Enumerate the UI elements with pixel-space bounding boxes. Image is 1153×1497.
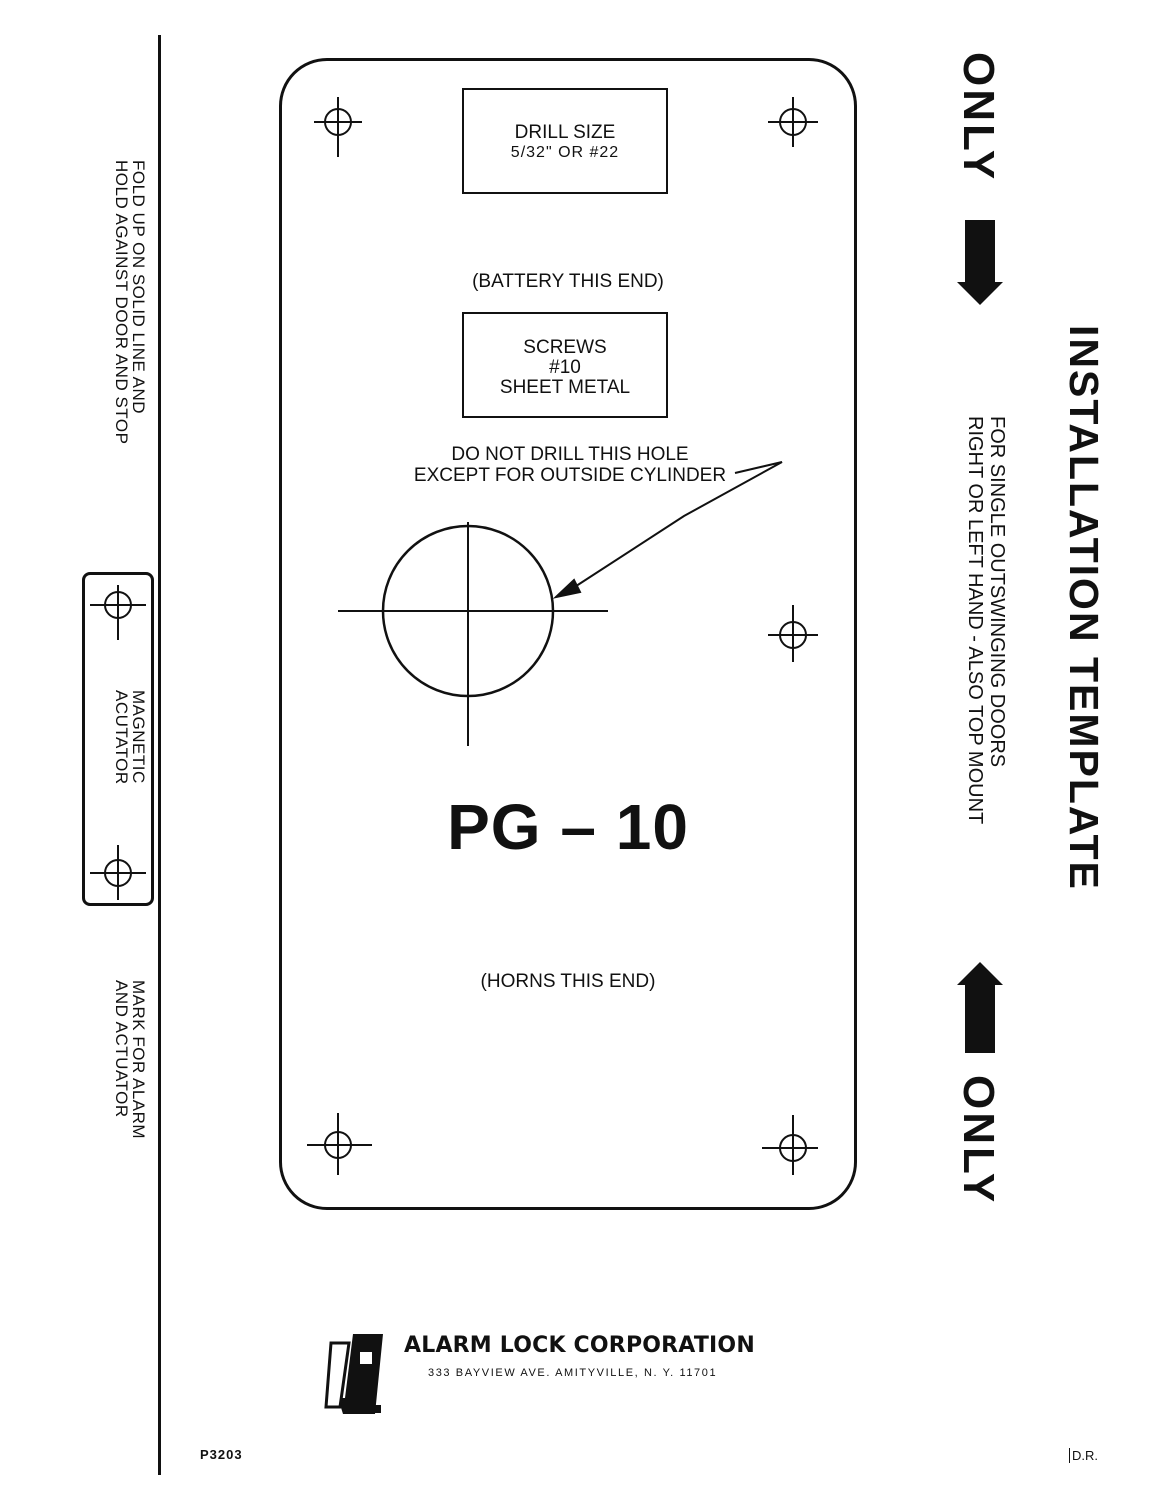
- magnetic-actuator-line2: ACUTATOR: [112, 690, 131, 785]
- drill-size-value: 5/32" OR #22: [510, 144, 620, 161]
- only-label-bottom: ONLY: [954, 1075, 1003, 1206]
- mark-instruction-line1: MARK FOR ALARM: [129, 980, 148, 1140]
- installation-subtitle-line1: FOR SINGLE OUTSWINGING DOORS: [986, 416, 1008, 768]
- battery-end-label: (BATTERY THIS END): [472, 271, 664, 292]
- installation-title: INSTALLATION TEMPLATE: [1061, 325, 1107, 891]
- crosshair-icon: [768, 97, 818, 147]
- part-number: P3203: [200, 1447, 243, 1462]
- magnetic-actuator-line1: MAGNETIC: [129, 690, 148, 784]
- mark-instruction-line2: AND ACTUATOR: [112, 980, 131, 1118]
- crosshair-icon: [768, 605, 818, 662]
- drill-size-title: DRILL SIZE: [514, 122, 616, 143]
- fold-instruction-line1: FOLD UP ON SOLID LINE AND: [129, 160, 148, 415]
- installation-subtitle-line2: RIGHT OR LEFT HAND - ALSO TOP MOUNT: [964, 416, 986, 825]
- crosshair-icon: [314, 97, 362, 157]
- leader-arrow-icon: [556, 462, 782, 597]
- no-drill-line2: EXCEPT FOR OUTSIDE CYLINDER: [413, 465, 727, 486]
- arrow-down-icon: [957, 220, 1003, 305]
- screws-line2: #10: [549, 357, 581, 378]
- company-address: 333 BAYVIEW AVE. AMITYVILLE, N. Y. 11701: [428, 1367, 718, 1379]
- alarm-lock-logo: [326, 1334, 383, 1414]
- crosshair-icon: [90, 585, 146, 640]
- horns-end-label: (HORNS THIS END): [480, 971, 656, 992]
- model-number: PG – 10: [447, 791, 689, 863]
- cylinder-hole-icon: [338, 522, 608, 746]
- crosshair-icon: [762, 1115, 818, 1175]
- crosshair-icon: [90, 845, 146, 900]
- only-label-top: ONLY: [954, 52, 1003, 183]
- company-name: ALARM LOCK CORPORATION: [404, 1333, 755, 1358]
- drafter-initials: D.R.: [1069, 1448, 1098, 1463]
- no-drill-line1: DO NOT DRILL THIS HOLE: [451, 444, 689, 465]
- crosshair-icon: [307, 1113, 372, 1175]
- screws-line3: SHEET METAL: [499, 377, 631, 398]
- fold-instruction-line2: HOLD AGAINST DOOR AND STOP: [112, 160, 131, 445]
- arrow-up-icon: [957, 962, 1003, 1053]
- screws-line1: SCREWS: [523, 337, 607, 358]
